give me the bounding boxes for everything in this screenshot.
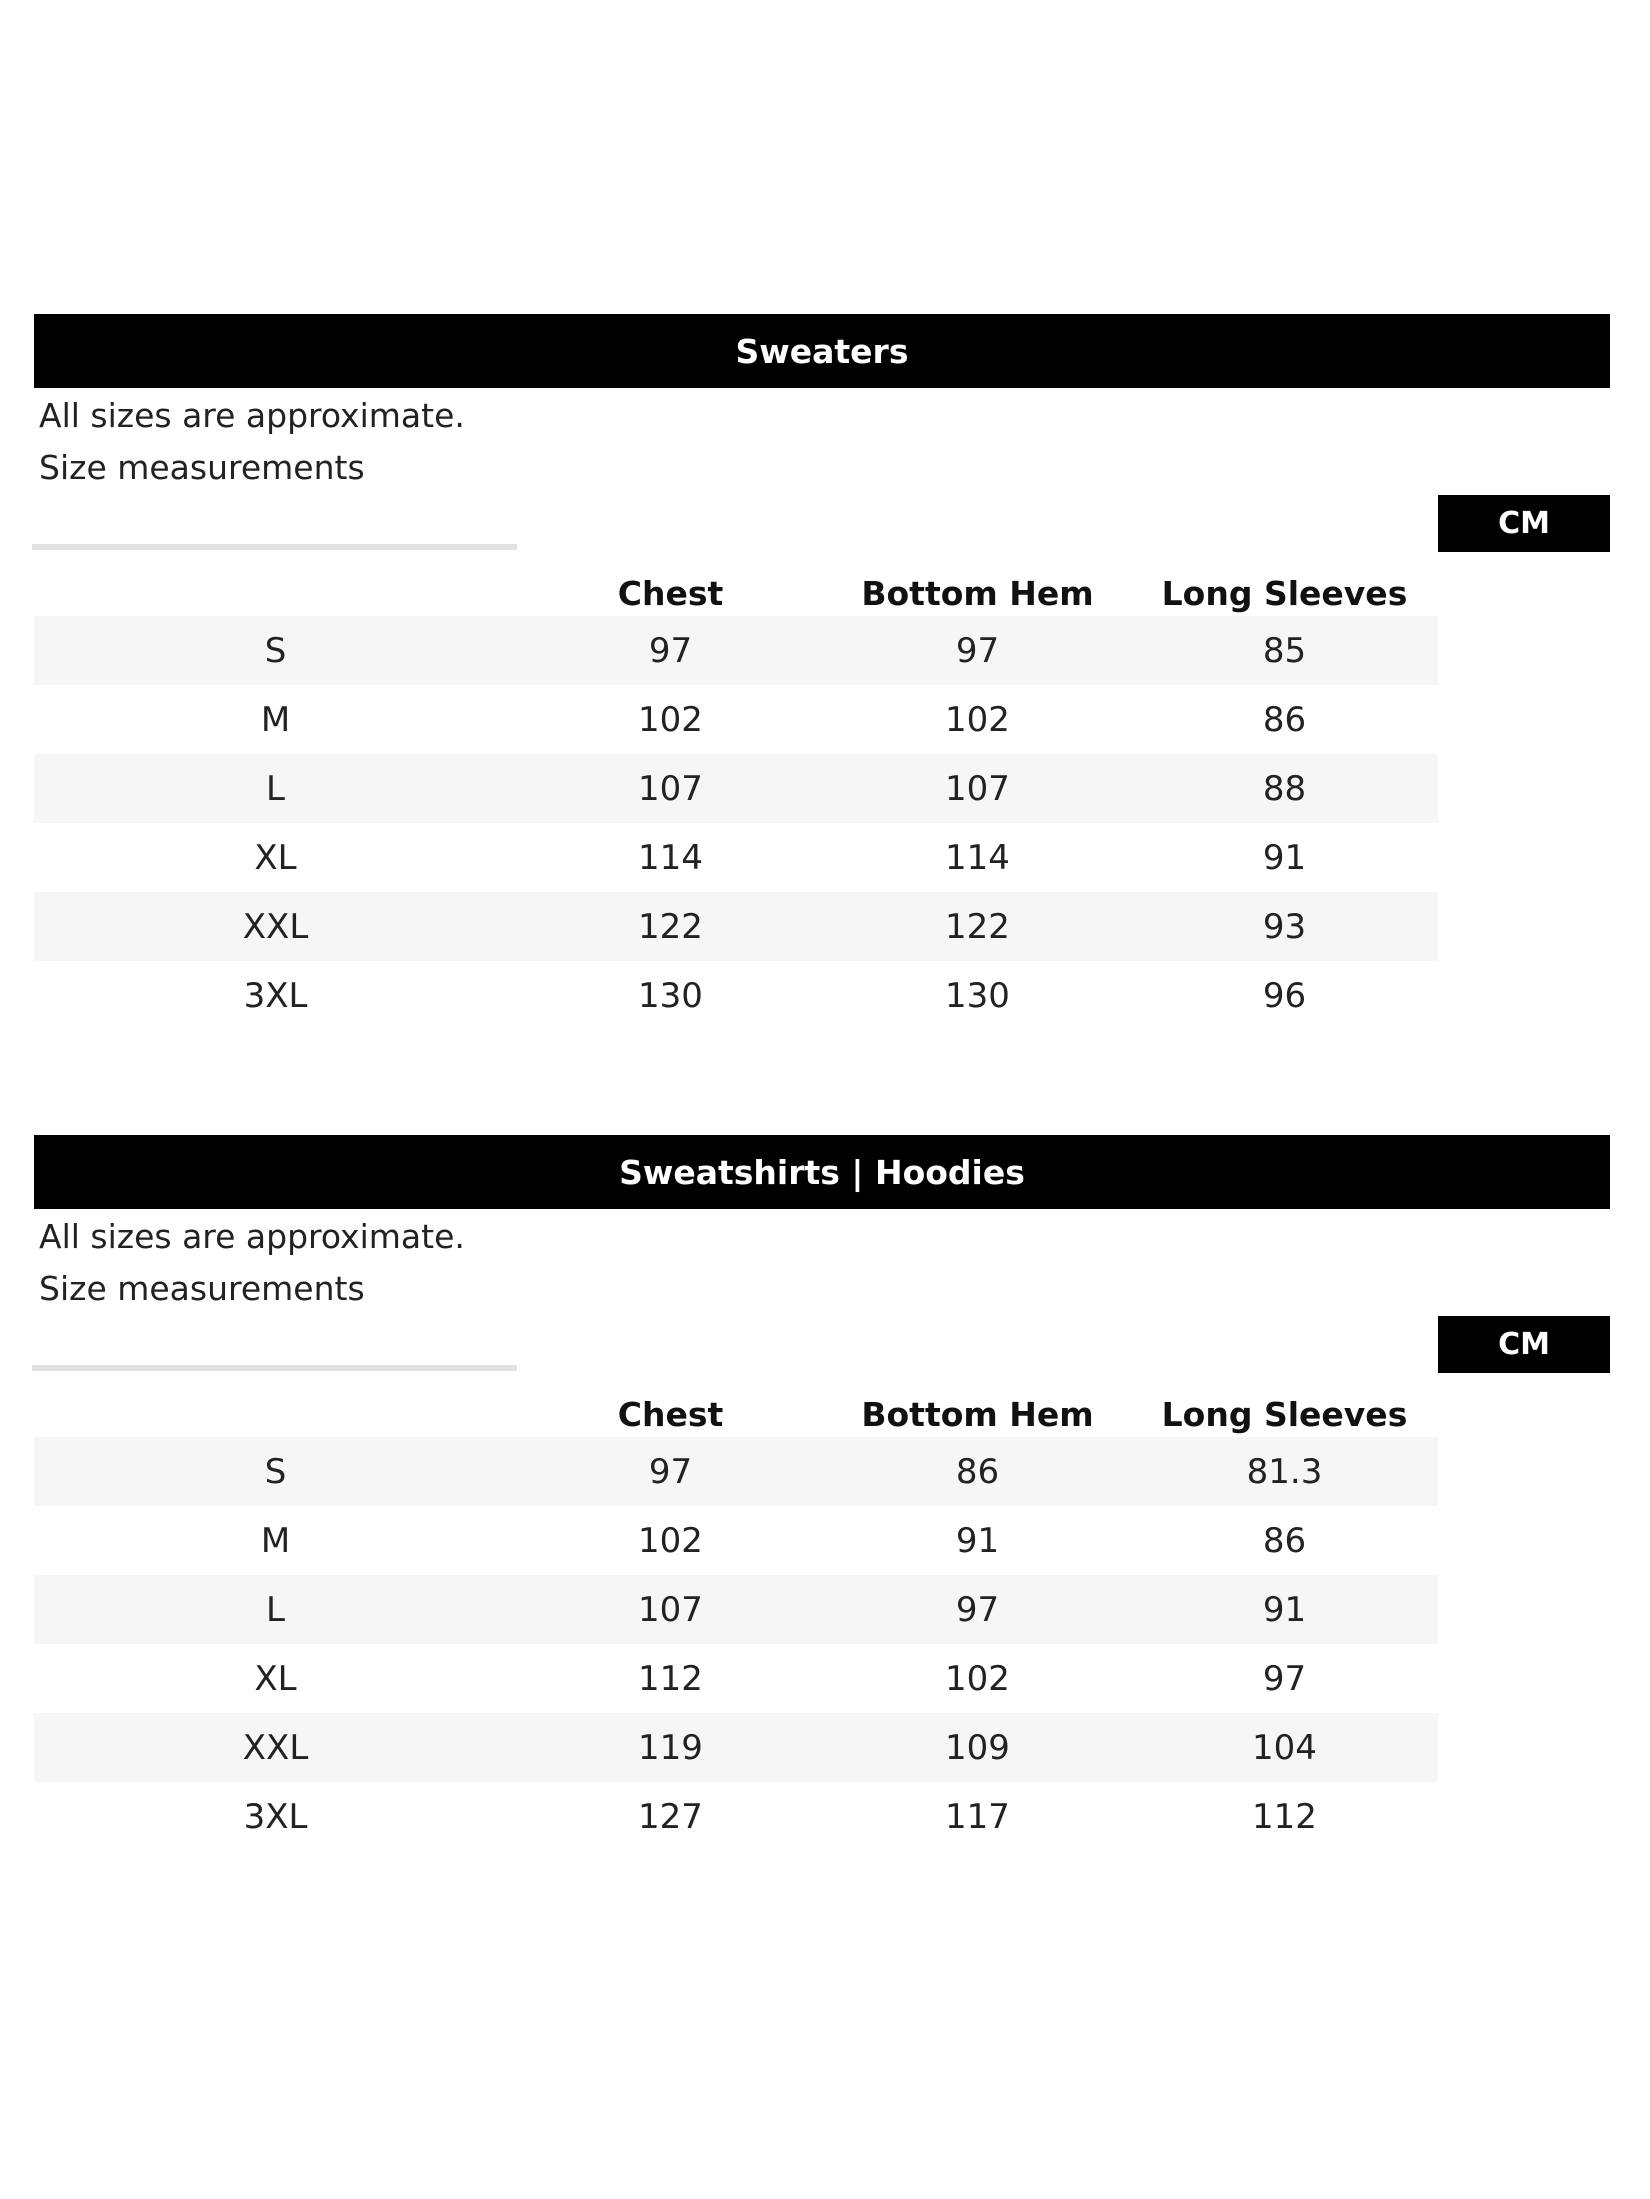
bottom-hem-cell: 91: [955, 1520, 1000, 1561]
bottom-hem-cell: 102: [945, 699, 1010, 740]
long-sleeves-cell: 96: [1262, 975, 1307, 1016]
size-cell: XXL: [242, 906, 309, 947]
table-row: [34, 1782, 1438, 1851]
approximate-note: All sizes are approximate.: [39, 396, 465, 435]
long-sleeves-cell: 112: [1252, 1796, 1317, 1837]
chest-cell: 102: [638, 699, 703, 740]
long-sleeves-cell: 81.3: [1246, 1451, 1323, 1492]
measurements-note: Size measurements: [39, 1269, 365, 1308]
chest-cell: 127: [638, 1796, 703, 1837]
unit-badge: CM: [1438, 1316, 1610, 1373]
table-row: [34, 823, 1438, 892]
long-sleeves-cell: 85: [1262, 630, 1307, 671]
chest-cell: 97: [648, 630, 693, 671]
column-header-bottom-hem: Bottom Hem: [861, 573, 1094, 613]
size-cell: L: [266, 768, 285, 809]
size-cell: M: [260, 699, 291, 740]
table-row: [34, 1437, 1438, 1506]
divider-line: [32, 1365, 517, 1371]
table-row: [34, 892, 1438, 961]
chest-cell: 114: [638, 837, 703, 878]
table-title-banner: Sweatshirts | Hoodies: [34, 1135, 1610, 1209]
long-sleeves-cell: 86: [1262, 1520, 1307, 1561]
column-header-long-sleeves: Long Sleeves: [1161, 1394, 1408, 1434]
long-sleeves-cell: 97: [1262, 1658, 1307, 1699]
chest-cell: 107: [638, 1589, 703, 1630]
bottom-hem-cell: 117: [945, 1796, 1010, 1837]
column-header-chest: Chest: [617, 1394, 724, 1434]
bottom-hem-cell: 107: [945, 768, 1010, 809]
size-cell: L: [266, 1589, 285, 1630]
bottom-hem-cell: 86: [955, 1451, 1000, 1492]
bottom-hem-cell: 109: [945, 1727, 1010, 1768]
chest-cell: 107: [638, 768, 703, 809]
table-row: [34, 1575, 1438, 1644]
bottom-hem-cell: 122: [945, 906, 1010, 947]
size-cell: XXL: [242, 1727, 309, 1768]
bottom-hem-cell: 114: [945, 837, 1010, 878]
table-title-banner: Sweaters: [34, 314, 1610, 388]
size-cell: S: [264, 1451, 287, 1492]
size-cell: XL: [254, 1658, 297, 1699]
table-row: [34, 1713, 1438, 1782]
table-row: [34, 685, 1438, 754]
size-table-sweatshirts-hoodies: [34, 1135, 1610, 1895]
measurements-note: Size measurements: [39, 448, 365, 487]
table-row: [34, 961, 1438, 1030]
size-cell: XL: [254, 837, 297, 878]
chest-cell: 97: [648, 1451, 693, 1492]
unit-badge: CM: [1438, 495, 1610, 552]
size-cell: 3XL: [243, 1796, 308, 1837]
column-header-long-sleeves: Long Sleeves: [1161, 573, 1408, 613]
long-sleeves-cell: 91: [1262, 837, 1307, 878]
long-sleeves-cell: 104: [1252, 1727, 1317, 1768]
bottom-hem-cell: 97: [955, 1589, 1000, 1630]
long-sleeves-cell: 91: [1262, 1589, 1307, 1630]
column-header-chest: Chest: [617, 573, 724, 613]
size-cell: S: [264, 630, 287, 671]
table-row: [34, 1506, 1438, 1575]
bottom-hem-cell: 130: [945, 975, 1010, 1016]
column-header-bottom-hem: Bottom Hem: [861, 1394, 1094, 1434]
chest-cell: 122: [638, 906, 703, 947]
table-body: [34, 616, 1438, 1030]
table-row: [34, 754, 1438, 823]
size-cell: 3XL: [243, 975, 308, 1016]
chest-cell: 112: [638, 1658, 703, 1699]
long-sleeves-cell: 88: [1262, 768, 1307, 809]
table-body: [34, 1437, 1438, 1851]
table-row: [34, 1644, 1438, 1713]
table-row: [34, 616, 1438, 685]
size-table-sweaters: [34, 314, 1610, 1074]
approximate-note: All sizes are approximate.: [39, 1217, 465, 1256]
divider-line: [32, 544, 517, 550]
bottom-hem-cell: 97: [955, 630, 1000, 671]
chest-cell: 102: [638, 1520, 703, 1561]
long-sleeves-cell: 86: [1262, 699, 1307, 740]
chest-cell: 119: [638, 1727, 703, 1768]
long-sleeves-cell: 93: [1262, 906, 1307, 947]
chest-cell: 130: [638, 975, 703, 1016]
size-cell: M: [260, 1520, 291, 1561]
bottom-hem-cell: 102: [945, 1658, 1010, 1699]
